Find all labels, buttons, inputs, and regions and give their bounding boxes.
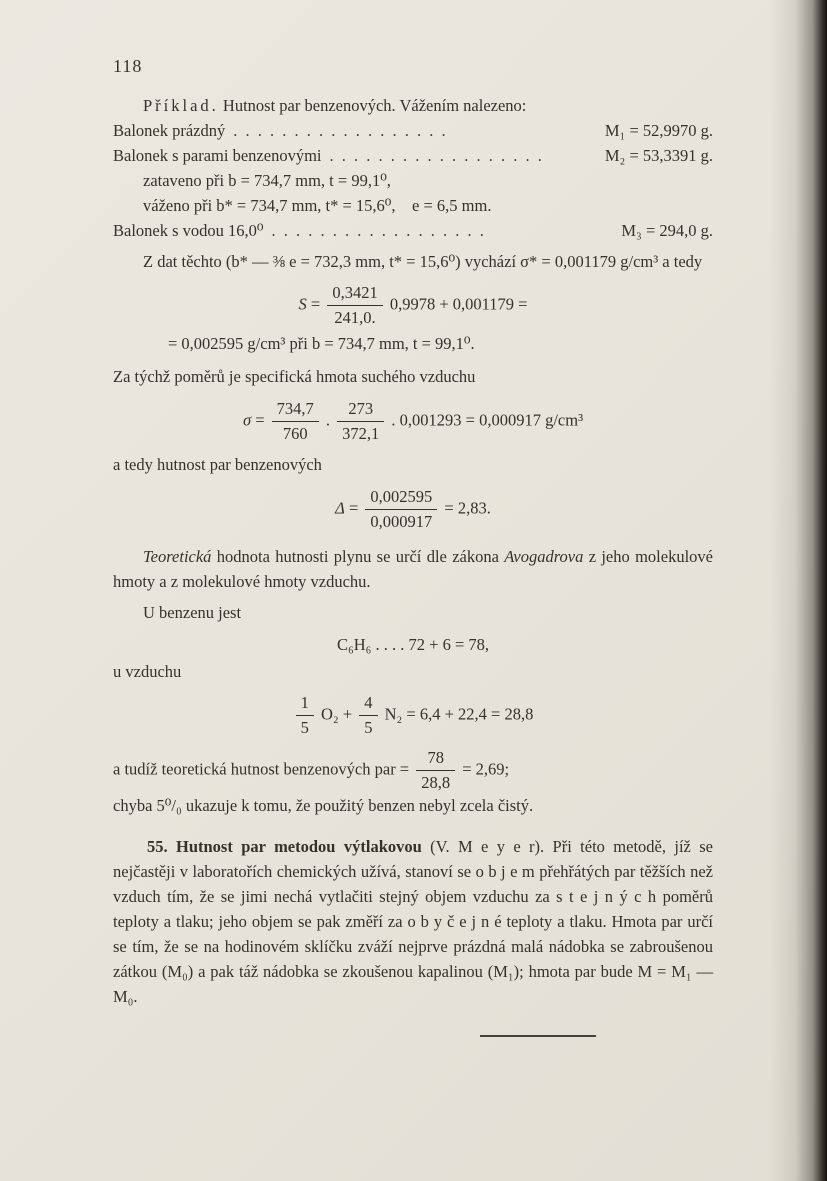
dot-leader: . . . . . . . . . . . . . . . . . . <box>233 121 448 140</box>
fraction <box>327 283 382 328</box>
fraction-numerator: 734,7 <box>276 399 314 418</box>
fraction <box>359 693 377 738</box>
page-number: 118 <box>113 56 143 76</box>
formula-air-density-sigma <box>113 399 713 444</box>
paragraph-teoreticka <box>113 544 713 594</box>
paragraph-za-tychz: Za týchž poměrů je specifická hmota suchého vzduchu <box>113 367 476 386</box>
measurement-value: M₁ = 52,9970 g. <box>604 121 713 140</box>
formula-delta-variable: Δ <box>335 498 345 518</box>
formula-delta-equals: = <box>344 498 363 518</box>
formula-air-mid-1: O₂ + <box>316 704 357 724</box>
section-end-rule <box>480 1035 596 1037</box>
fraction <box>296 693 314 738</box>
formula-sigma-equals: = <box>251 410 269 430</box>
paragraph-theoretical-ratio <box>113 748 713 793</box>
ratio-text-pre: a tudíž teoretická hutnost benzenových par = <box>113 759 414 779</box>
measurement-row-water-balloon <box>113 218 713 243</box>
fraction-denominator: 5 <box>359 715 377 738</box>
formula-density-S <box>113 283 713 328</box>
fraction <box>365 487 437 532</box>
example-label: Příklad. <box>143 96 219 115</box>
section-55-paragraph <box>113 834 713 1009</box>
multiplication-dot: . <box>321 410 335 430</box>
fraction-denominator: 760 <box>272 421 319 444</box>
measurement-label: Balonek s parami benzenovými <box>113 146 322 165</box>
fraction-numerator: 1 <box>300 693 309 712</box>
fraction-denominator: 5 <box>296 715 314 738</box>
ratio-text-post: = 2,69; <box>458 759 510 779</box>
note-sealed-conditions: zataveno při b = 734,7 mm, t = 99,1⁰, <box>143 171 391 190</box>
paragraph-chyba: chyba 5⁰/₀ ukazuje k tomu, že použitý benzen nebyl zcela čistý. <box>113 796 534 815</box>
paragraph-u-vzduchu: u vzduchu <box>113 662 182 681</box>
page-edge-shadow <box>769 0 827 1181</box>
measurement-label: Balonek prázdný <box>113 121 226 140</box>
example-heading-text: Hutnost par benzenových. Vážením nalezeno: <box>218 96 527 115</box>
section-55-heading: 55. Hutnost par metodou výtlakovou <box>147 837 422 856</box>
fraction-denominator: 28,8 <box>416 770 455 793</box>
measurement-row-benzene-vapor <box>113 143 713 168</box>
measurement-label: Balonek s vodou 16,0⁰ <box>113 221 264 240</box>
italic-avogadrova: Avogadrova <box>504 547 584 566</box>
measurement-row-empty-balloon <box>113 118 713 143</box>
fraction <box>337 399 384 444</box>
paragraph-u-benzenu: U benzenu jest <box>143 603 242 622</box>
measurement-value: M₂ = 53,3391 g. <box>604 146 713 165</box>
formula-s-variable: S <box>298 294 307 314</box>
fraction-denominator: 372,1 <box>337 421 384 444</box>
fraction <box>416 748 455 793</box>
page-content <box>113 56 713 1037</box>
formula-air-composition <box>113 693 713 738</box>
formula-benzene: C₆H₆ . . . . 72 + 6 = 78, <box>336 635 490 654</box>
formula-vapor-density-delta <box>113 487 713 532</box>
fraction-numerator: 0,002595 <box>370 487 433 506</box>
paragraph-a-tedy: a tedy hutnost par benzenových <box>113 455 322 474</box>
fraction-numerator: 273 <box>348 399 374 418</box>
fraction-numerator: 4 <box>364 693 373 712</box>
paragraph-z-dat: Z dat těchto (b* — ⅜ e = 732,3 mm, t* = 15,6⁰) vychází σ* = 0,001179 g/cm³ a tedy <box>143 252 703 271</box>
example-heading <box>113 93 713 118</box>
formula-s-rhs: 0,9978 + 0,001179 = <box>385 294 528 314</box>
italic-teoreticka: Teoretická <box>143 547 212 566</box>
formula-sigma-rhs: . 0,001293 = 0,000917 g/cm³ <box>387 410 584 430</box>
formula-delta-rhs: = 2,83. <box>440 498 491 518</box>
dot-leader: . . . . . . . . . . . . . . . . . . <box>271 221 486 240</box>
section-55-body: (V. M e y e r). Při této metodě, jíž se nejčastěji v laboratořích chemických užívá, stanoví se o b j e m přehřátých par těžších než vzduch tím, že se jimi nechá vytlačiti stejný objem vzduchu za s t e j n ý c h poměrů teploty a tlaku; jeho objem se pak změří za o b y č e j n é teploty a tlaku. Hmota par určí se tím, že se na hodinovém sklíčku zváží nejprve prázdná malá nádobka se zabroušenou zátkou (M₀) a pak táž nádobka se zkoušenou kapalinou (M₁); hmota par bude M = M₁ — M₀. <box>113 837 713 1006</box>
teoreticka-text-2: z jeho molekulové hmoty a z molekulové hmoty vzduchu. <box>113 547 713 591</box>
formula-s-equals: = <box>306 294 325 314</box>
fraction-denominator: 0,000917 <box>365 509 437 532</box>
dot-leader: . . . . . . . . . . . . . . . . . . <box>329 146 544 165</box>
fraction-denominator: 241,0. <box>327 305 382 328</box>
fraction-numerator: 78 <box>427 748 444 767</box>
formula-s-result: = 0,002595 g/cm³ při b = 734,7 mm, t = 99,1⁰. <box>168 334 475 353</box>
formula-sigma-variable: σ <box>242 410 252 430</box>
fraction <box>272 399 319 444</box>
measurement-value: M₃ = 294,0 g. <box>621 221 713 240</box>
fraction-numerator: 0,3421 <box>332 283 378 302</box>
formula-air-mid-2: N₂ = 6,4 + 22,4 = 28,8 <box>380 704 534 724</box>
note-weighed-conditions: váženo při b* = 734,7 mm, t* = 15,6⁰, e = 6,5 mm. <box>143 196 492 215</box>
teoreticka-text-1: hodnota hutnosti plynu se určí dle zákona <box>211 547 505 566</box>
